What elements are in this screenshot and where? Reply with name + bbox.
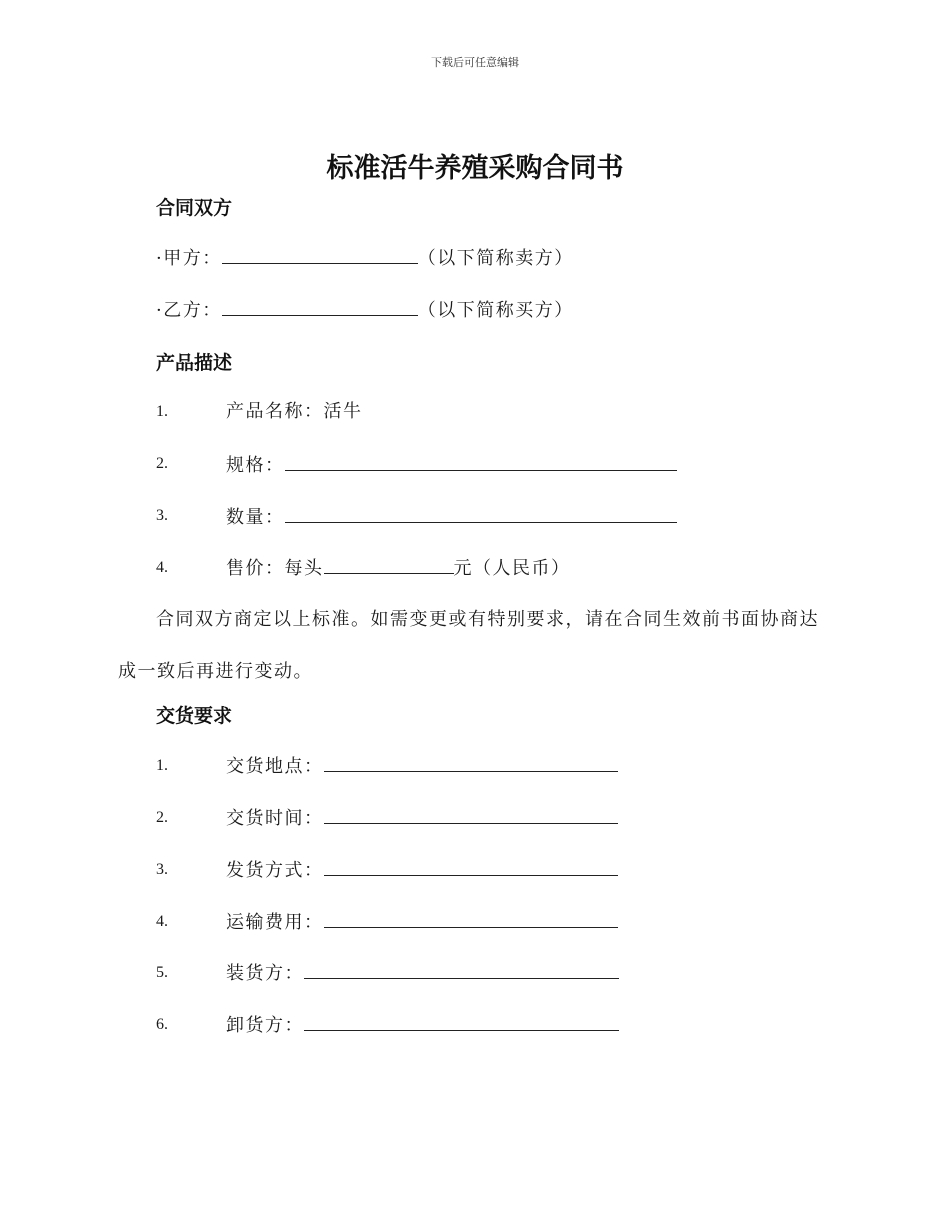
party-b-blank[interactable] xyxy=(222,297,418,316)
bullet: · xyxy=(156,300,164,321)
loading-party-line xyxy=(226,960,619,986)
delivery-time-label: 交货时间： xyxy=(226,808,324,829)
freight-cost-label: 运输费用： xyxy=(226,912,324,933)
quantity-line xyxy=(226,504,677,530)
unloading-party-line xyxy=(226,1012,619,1038)
list-number: 5. xyxy=(156,964,168,981)
quantity-label: 数量： xyxy=(226,507,285,528)
delivery-location-blank[interactable] xyxy=(324,753,618,772)
header-note: 下载后可任意编辑 xyxy=(431,56,519,69)
shipping-method-line xyxy=(226,857,618,883)
delivery-time-blank[interactable] xyxy=(324,805,618,824)
bullet: · xyxy=(156,248,164,269)
party-a-blank[interactable] xyxy=(222,245,418,264)
list-number: 3. xyxy=(156,507,168,524)
list-number: 4. xyxy=(156,913,168,930)
loading-party-label: 装货方： xyxy=(226,963,304,984)
delivery-location-line xyxy=(226,753,618,779)
agreement-paragraph xyxy=(118,594,838,698)
party-a-line xyxy=(156,245,574,269)
product-name-line: 产品名称：活牛 xyxy=(226,401,363,422)
unloading-party-blank[interactable] xyxy=(304,1012,619,1031)
delivery-time-line xyxy=(226,805,618,831)
spec-label: 规格： xyxy=(226,455,285,476)
list-number: 2. xyxy=(156,809,168,826)
price-label: 售价：每头 xyxy=(226,558,324,579)
quantity-blank[interactable] xyxy=(285,504,677,523)
party-b-line xyxy=(156,297,574,321)
party-a-label: 甲方： xyxy=(163,248,222,269)
price-suffix: 元（人民币） xyxy=(453,558,571,579)
section-heading-product: 产品描述 xyxy=(156,352,233,374)
document-title: 标准活牛养殖采购合同书 xyxy=(326,153,624,184)
list-number: 2. xyxy=(156,455,168,472)
loading-party-blank[interactable] xyxy=(304,960,619,979)
section-heading-parties: 合同双方 xyxy=(156,197,233,219)
list-number: 6. xyxy=(156,1016,168,1033)
freight-cost-line xyxy=(226,909,618,935)
spec-line xyxy=(226,452,677,478)
section-heading-delivery: 交货要求 xyxy=(156,705,233,727)
shipping-method-blank[interactable] xyxy=(324,857,618,876)
spec-blank[interactable] xyxy=(285,452,677,471)
price-line xyxy=(226,555,571,581)
unloading-party-label: 卸货方： xyxy=(226,1015,304,1036)
freight-cost-blank[interactable] xyxy=(324,909,618,928)
list-number: 3. xyxy=(156,861,168,878)
party-b-note: （以下简称买方） xyxy=(417,300,574,321)
delivery-location-label: 交货地点： xyxy=(226,756,324,777)
agreement-paragraph-text: 合同双方商定以上标准。如需变更或有特别要求，请在合同生效前书面协商达成一致后再进行变动。 xyxy=(118,609,819,682)
list-number: 4. xyxy=(156,559,168,576)
party-b-label: 乙方： xyxy=(163,300,222,321)
shipping-method-label: 发货方式： xyxy=(226,860,324,881)
list-number: 1. xyxy=(156,757,168,774)
list-number: 1. xyxy=(156,403,168,420)
party-a-note: （以下简称卖方） xyxy=(417,248,574,269)
price-blank[interactable] xyxy=(324,555,454,574)
